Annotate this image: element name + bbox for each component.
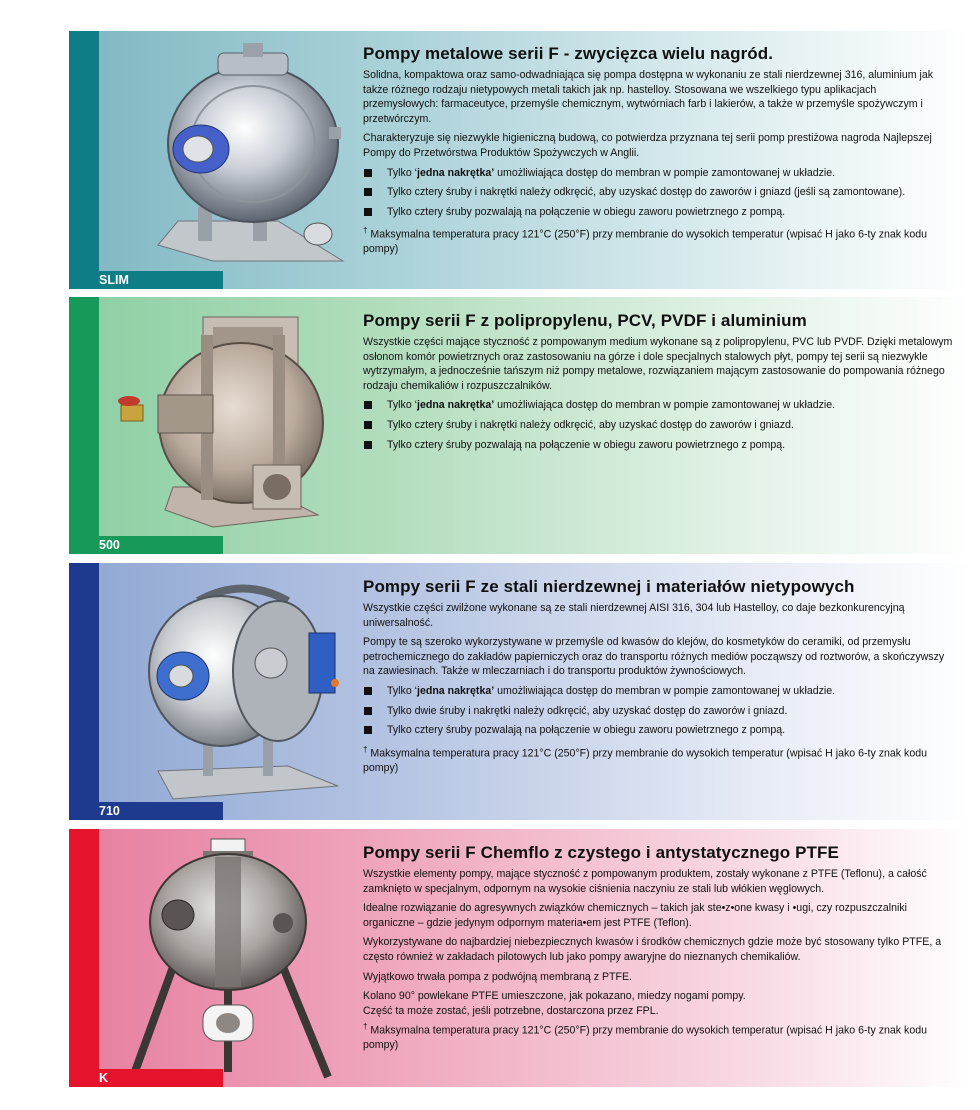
section-title: Pompy serii F ze stali nierdzewnej i materiałów nietypowych [363, 577, 855, 596]
section-text [363, 577, 953, 780]
ptfe-chemflo-pump-icon [103, 837, 353, 1082]
bullet-square-icon [364, 726, 372, 734]
bullet-square-icon [364, 401, 372, 409]
product-panel-500 [69, 297, 971, 554]
footnote: † Maksymalna temperatura pracy 121°C (250°F) przy membranie do wysokich temperatur (wpisać H jako 6-ty znak kodu pompy) [363, 1022, 928, 1052]
list-item: Tylko ‘jedna nakrętka’ umożliwiająca dostęp do membran w pompie zamontowanej w układzie. [363, 166, 953, 181]
section-text [363, 843, 953, 1058]
bullet-square-icon [364, 169, 372, 177]
bullet-square-icon [364, 687, 372, 695]
list-item: Tylko ‘jedna nakrętka’ umożliwiająca dostęp do membran w pompie zamontowanej w układzie. [363, 684, 953, 699]
bullet-square-icon [364, 208, 372, 216]
section-text [363, 44, 953, 262]
paragraph: Wszystkie części zwilżone wykonane są ze stali nierdzewnej AISI 316, 304 lub Hastelloy, co daje bezkonkurencyjną uniwersalność. [363, 602, 905, 629]
list-item: Tylko ‘jedna nakrętka’ umożliwiająca dostęp do membran w pompie zamontowanej w układzie. [363, 398, 953, 413]
color-stripe [69, 829, 99, 1087]
paragraph: Idealne rozwiązanie do agresywnych związków chemicznych – takich jak ste•z•one kwasy i •ugi, czy rozpuszczalniki organiczne – gdzie jedynym odpornym materia•em jest PTFE (Teflon). [363, 902, 907, 929]
section-title: Pompy serii F Chemflo z czystego i antystatycznego PTFE [363, 843, 839, 862]
paragraph: Wszystkie części mające styczność z pompowanym medium wykonane są z polipropylenu, PVC lub PVDF. Dzięki metalowym osłonom komór powietrznych oraz zastosowaniu na górze i dole specjalnych stalowych płyt, pompy tej serii są niezwykle wytrzymałym, a jednocześnie tańszym niż pompy metalowe, rozwiązaniem mającym zastosowanie do pompowania różnego rodzaju chemikaliów i rozpuszczalników. [363, 336, 953, 392]
color-stripe [69, 31, 99, 289]
list-item: Tylko cztery śruby pozwalają na połączenie w obiegu zaworu powietrznego z pompą. [363, 205, 953, 220]
model-code: 710 [69, 802, 223, 820]
model-code: 500 [69, 536, 223, 554]
list-item: Tylko cztery śruby pozwalają na połączenie w obiegu zaworu powietrznego z pompą. [363, 438, 953, 453]
bullet-list [363, 166, 953, 220]
paragraph: Wyjątkowo trwała pompa z podwójną membraną z PTFE. [363, 970, 632, 983]
color-stripe [69, 563, 99, 820]
color-stripe [69, 297, 99, 554]
bullet-square-icon [364, 421, 372, 429]
bullet-square-icon [364, 441, 372, 449]
stainless-steel-pump-icon [103, 39, 353, 279]
paragraph: Wykorzystywane do najbardziej niebezpiecznych kwasów i środków chemicznych gdzie może być stosowany tylko PTFE, a często również w zakładach pilotowych lub jako pompy awaryjne do nieznanych chemikaliów. [363, 936, 942, 963]
list-item: Tylko cztery śruby i nakrętki należy odkręcić, aby uzyskać dostęp do zaworów i gniazd. [363, 418, 953, 433]
section-title: Pompy serii F z polipropylenu, PCV, PVDF i aluminium [363, 311, 807, 330]
bullet-list [363, 398, 953, 452]
list-item: Tylko dwie śruby i nakrętki należy odkręcić, aby uzyskać dostęp do zaworów i gniazd. [363, 704, 953, 719]
list-item: Tylko cztery śruby pozwalają na połączenie w obiegu zaworu powietrznego z pompą. [363, 723, 953, 738]
paragraph: Solidna, kompaktowa oraz samo-odwadniająca się pompa dostępna w wykonaniu ze stali nierdzewnej 316, aluminium jak także różnego rodzaju nietypowych metali takich jak np. hastelloy. Stosowana we wszelkiego typu aplikacjach przemysłowych: farmaceutyce, przemyśle chemicznym, wytwórniach farb i lakierów, a także w przemyśle spożywczym i przetwórczym. [363, 69, 934, 125]
bullet-square-icon [364, 188, 372, 196]
footnote: † Maksymalna temperatura pracy 121°C (250°F) przy membranie do wysokich temperatur (wpisać H jako 6-ty znak kodu pompy) [363, 744, 928, 774]
list-item: Tylko cztery śruby i nakrętki należy odkręcić, aby uzyskać dostęp do zaworów i gniazd (jeśli są zamontowane). [363, 185, 953, 200]
product-panel-710 [69, 563, 971, 820]
product-panel-k [69, 829, 971, 1087]
paragraph: Pompy te są szeroko wykorzystywane w przemyśle od kwasów do klejów, do kosmetyków do ceramiki, od przemysłu petrochemicznego do zakładów papierniczych oraz do transportu różnych mediów począwszy od roztworów, a skończywszy na zawiesinach. Także w mleczarniach i do transportu produktów żywnościowych. [363, 636, 945, 678]
paragraph: Wszystkie elementy pompy, mające styczność z pompowanym produktem, zostały wykonane z PTFE (Teflonu), a całość zamknięto w specjalnym, odpornym na wysokie ciśnienia naczyniu ze stali lub włókien węglowych. [363, 868, 927, 895]
section-text [363, 311, 953, 457]
stainless-steel-exotic-pump-icon [103, 571, 353, 811]
footnote: † Maksymalna temperatura pracy 121°C (250°F) przy membranie do wysokich temperatur (wpisać H jako 6-ty znak kodu pompy) [363, 226, 928, 256]
model-code: K [69, 1069, 223, 1087]
model-code: SLIM [69, 271, 223, 289]
bullet-list [363, 684, 953, 738]
polypropylene-pump-icon [103, 305, 353, 545]
product-panel-slim [69, 31, 971, 289]
section-title: Pompy metalowe serii F - zwycięzca wielu nagród. [363, 44, 774, 63]
paragraph: Charakteryzuje się niezwykle higieniczną budową, co potwierdza przyznana tej serii pomp prestiżowa nagroda Najlepszej Pompy do Przetwórstwa Produktów Spożywczych w Anglii. [363, 132, 932, 159]
bullet-square-icon [364, 707, 372, 715]
paragraph: Kolano 90° powlekane PTFE umieszczone, jak pokazano, miedzy nogami pompy. Część ta może zostać, jeśli potrzebne, dostarczona przez FPL. [363, 990, 746, 1017]
